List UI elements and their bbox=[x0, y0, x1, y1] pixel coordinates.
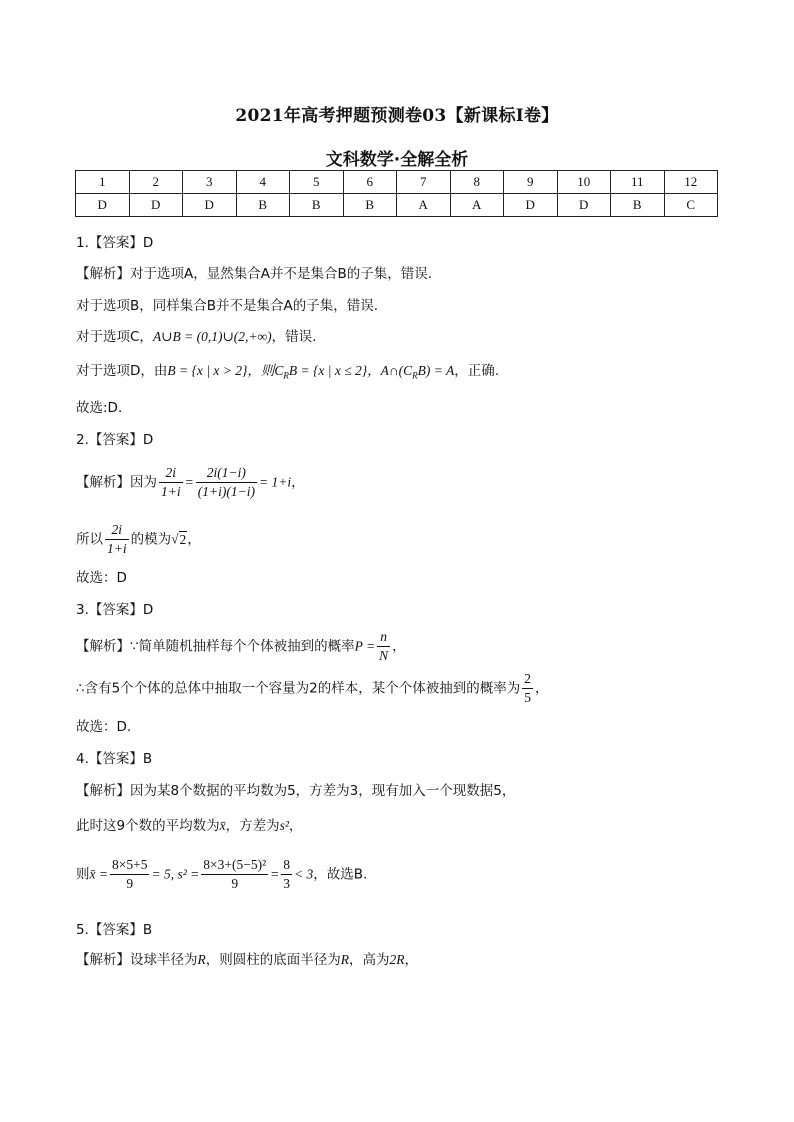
table-cell: D bbox=[76, 194, 130, 217]
page-subtitle: 文科数学·全解全析 bbox=[325, 150, 469, 170]
text-span: ，故选B. bbox=[313, 866, 368, 883]
table-cell: 9 bbox=[504, 171, 558, 194]
math-expression: B = {x | x ≤ 2} bbox=[288, 363, 368, 378]
numerator: 2 bbox=[522, 670, 533, 689]
text-span: ，高为 bbox=[349, 952, 390, 968]
q1-answer: 1.【答案】D bbox=[76, 235, 154, 251]
q4-line-2 bbox=[76, 814, 302, 834]
math-expression: B) = A bbox=[417, 363, 455, 378]
table-cell: C bbox=[664, 194, 718, 217]
denominator: 9 bbox=[126, 876, 134, 891]
fraction bbox=[281, 856, 292, 893]
answer-table-number-row bbox=[76, 171, 718, 194]
text-span: 此时这9个数的平均数为 bbox=[76, 818, 220, 834]
radicand: 2 bbox=[179, 531, 187, 547]
text-span: 则 bbox=[76, 866, 90, 883]
math-expression: ，则C bbox=[247, 363, 284, 378]
table-cell: D bbox=[504, 194, 558, 217]
q1-line-4 bbox=[76, 359, 499, 381]
denominator: 9 bbox=[231, 876, 239, 891]
fraction bbox=[201, 856, 268, 893]
table-cell: D bbox=[183, 194, 237, 217]
square-root bbox=[171, 531, 187, 547]
math-expression: A∪B = (0,1)∪(2,+∞) bbox=[152, 329, 272, 344]
fraction bbox=[377, 628, 390, 665]
q1-line-5: 故选:D. bbox=[76, 400, 123, 416]
text-span: 【解析】∵简单随机抽样每个个体被抽到的概率 bbox=[76, 638, 355, 655]
numerator: n bbox=[377, 628, 390, 647]
q2-answer: 2.【答案】D bbox=[76, 432, 154, 448]
text-span: 【解析】设球半径为 bbox=[76, 952, 198, 968]
text-span: 【解析】因为 bbox=[76, 474, 157, 491]
q1-line-2: 对于选项B，同样集合B并不是集合A的子集，错误. bbox=[76, 298, 379, 314]
math-expression: s² bbox=[279, 818, 289, 833]
q3-line-2 bbox=[76, 670, 549, 707]
text-span: ，则圆柱的底面半径为 bbox=[205, 952, 341, 968]
denominator: N bbox=[379, 648, 389, 663]
table-cell: A bbox=[450, 194, 504, 217]
fraction bbox=[105, 521, 129, 558]
table-cell: 1 bbox=[76, 171, 130, 194]
q5-answer: 5.【答案】B bbox=[76, 922, 153, 938]
answer-table-answer-row bbox=[76, 194, 718, 217]
page-title: 2021年高考押题预测卷03【新课标Ⅰ卷】 bbox=[235, 106, 559, 126]
answer-table bbox=[75, 170, 718, 217]
q3-answer: 3.【答案】D bbox=[76, 602, 154, 618]
q1-line-1: 【解析】对于选项A，显然集合A并不是集合B的子集，错误. bbox=[76, 266, 433, 282]
q2-line-3: 故选：D bbox=[76, 570, 127, 586]
text-span: 所以 bbox=[76, 531, 103, 548]
table-cell: 7 bbox=[397, 171, 451, 194]
denominator: 1+i bbox=[107, 541, 127, 556]
q3-line-1 bbox=[76, 628, 406, 665]
math-expression: R bbox=[197, 952, 206, 967]
math-expression: P = bbox=[354, 638, 376, 654]
numerator: 8 bbox=[281, 856, 292, 875]
text-span: 对于选项C， bbox=[76, 329, 153, 345]
table-cell: 11 bbox=[611, 171, 665, 194]
q2-line-1 bbox=[76, 464, 305, 501]
math-expression: x̄ = bbox=[89, 866, 108, 882]
text-span: ∴含有5个个体的总体中抽取一个容量为2的样本，某个个体被抽到的概率为 bbox=[76, 680, 521, 697]
denominator: 3 bbox=[283, 876, 291, 891]
table-cell: 12 bbox=[664, 171, 718, 194]
math-expression: = bbox=[184, 474, 194, 490]
fraction bbox=[522, 670, 533, 707]
text-span: ， bbox=[404, 952, 418, 968]
table-cell: 3 bbox=[183, 171, 237, 194]
text-span: ， bbox=[187, 531, 201, 548]
text-span: ，方差为 bbox=[225, 818, 280, 834]
table-cell: 6 bbox=[343, 171, 397, 194]
math-expression: = bbox=[270, 866, 280, 882]
text-span: ， bbox=[288, 818, 303, 834]
text-span: ， bbox=[535, 680, 549, 697]
text-span: ，错误. bbox=[271, 329, 317, 345]
numerator: 2i bbox=[159, 464, 183, 483]
table-cell: 10 bbox=[557, 171, 611, 194]
numerator: 2i(1−i) bbox=[196, 464, 257, 483]
sqrt-sign: √ bbox=[171, 531, 179, 547]
math-expression: ，A∩(C bbox=[367, 363, 413, 378]
math-subscript: R bbox=[412, 370, 418, 381]
numerator: 8×3+(5−5)² bbox=[201, 856, 268, 875]
q4-line-1: 【解析】因为某8个数据的平均数为5，方差为3，现有加入一个现数据5， bbox=[76, 783, 516, 799]
table-cell: B bbox=[343, 194, 397, 217]
table-cell: 4 bbox=[236, 171, 290, 194]
table-cell: B bbox=[290, 194, 344, 217]
table-cell: A bbox=[397, 194, 451, 217]
numerator: 8×5+5 bbox=[110, 856, 149, 875]
denominator: 1+i bbox=[161, 484, 181, 499]
table-cell: D bbox=[557, 194, 611, 217]
q4-line-3 bbox=[76, 856, 367, 893]
table-cell: 5 bbox=[290, 171, 344, 194]
table-cell: 8 bbox=[450, 171, 504, 194]
math-expression: < 3 bbox=[294, 866, 314, 882]
q5-line-1 bbox=[76, 948, 418, 968]
q3-line-3: 故选：D. bbox=[76, 719, 132, 735]
text-span: 对于选项D，由 bbox=[76, 363, 168, 379]
table-cell: B bbox=[611, 194, 665, 217]
table-cell: B bbox=[236, 194, 290, 217]
numerator: 2i bbox=[105, 521, 129, 540]
math-expression: R bbox=[340, 952, 349, 967]
denominator: (1+i)(1−i) bbox=[197, 484, 255, 499]
math-expression: 2R bbox=[389, 952, 405, 967]
fraction bbox=[110, 856, 149, 893]
math-subscript: R bbox=[283, 370, 289, 381]
table-cell: 2 bbox=[129, 171, 183, 194]
text-span: ，正确. bbox=[454, 363, 500, 379]
q2-line-2 bbox=[76, 521, 201, 558]
text-span: ， bbox=[291, 474, 305, 491]
math-expression: x̄ bbox=[219, 818, 226, 833]
q4-answer: 4.【答案】B bbox=[76, 751, 153, 767]
math-expression: B = {x | x > 2} bbox=[167, 363, 248, 378]
fraction bbox=[196, 464, 257, 501]
q1-line-3 bbox=[76, 325, 316, 345]
fraction bbox=[159, 464, 183, 501]
denominator: 5 bbox=[524, 690, 532, 705]
math-expression: = 5, s² = bbox=[151, 866, 200, 882]
text-span: 的模为 bbox=[130, 531, 172, 548]
text-span: ， bbox=[392, 638, 406, 655]
math-expression: = 1+i bbox=[258, 474, 292, 490]
table-cell: D bbox=[129, 194, 183, 217]
